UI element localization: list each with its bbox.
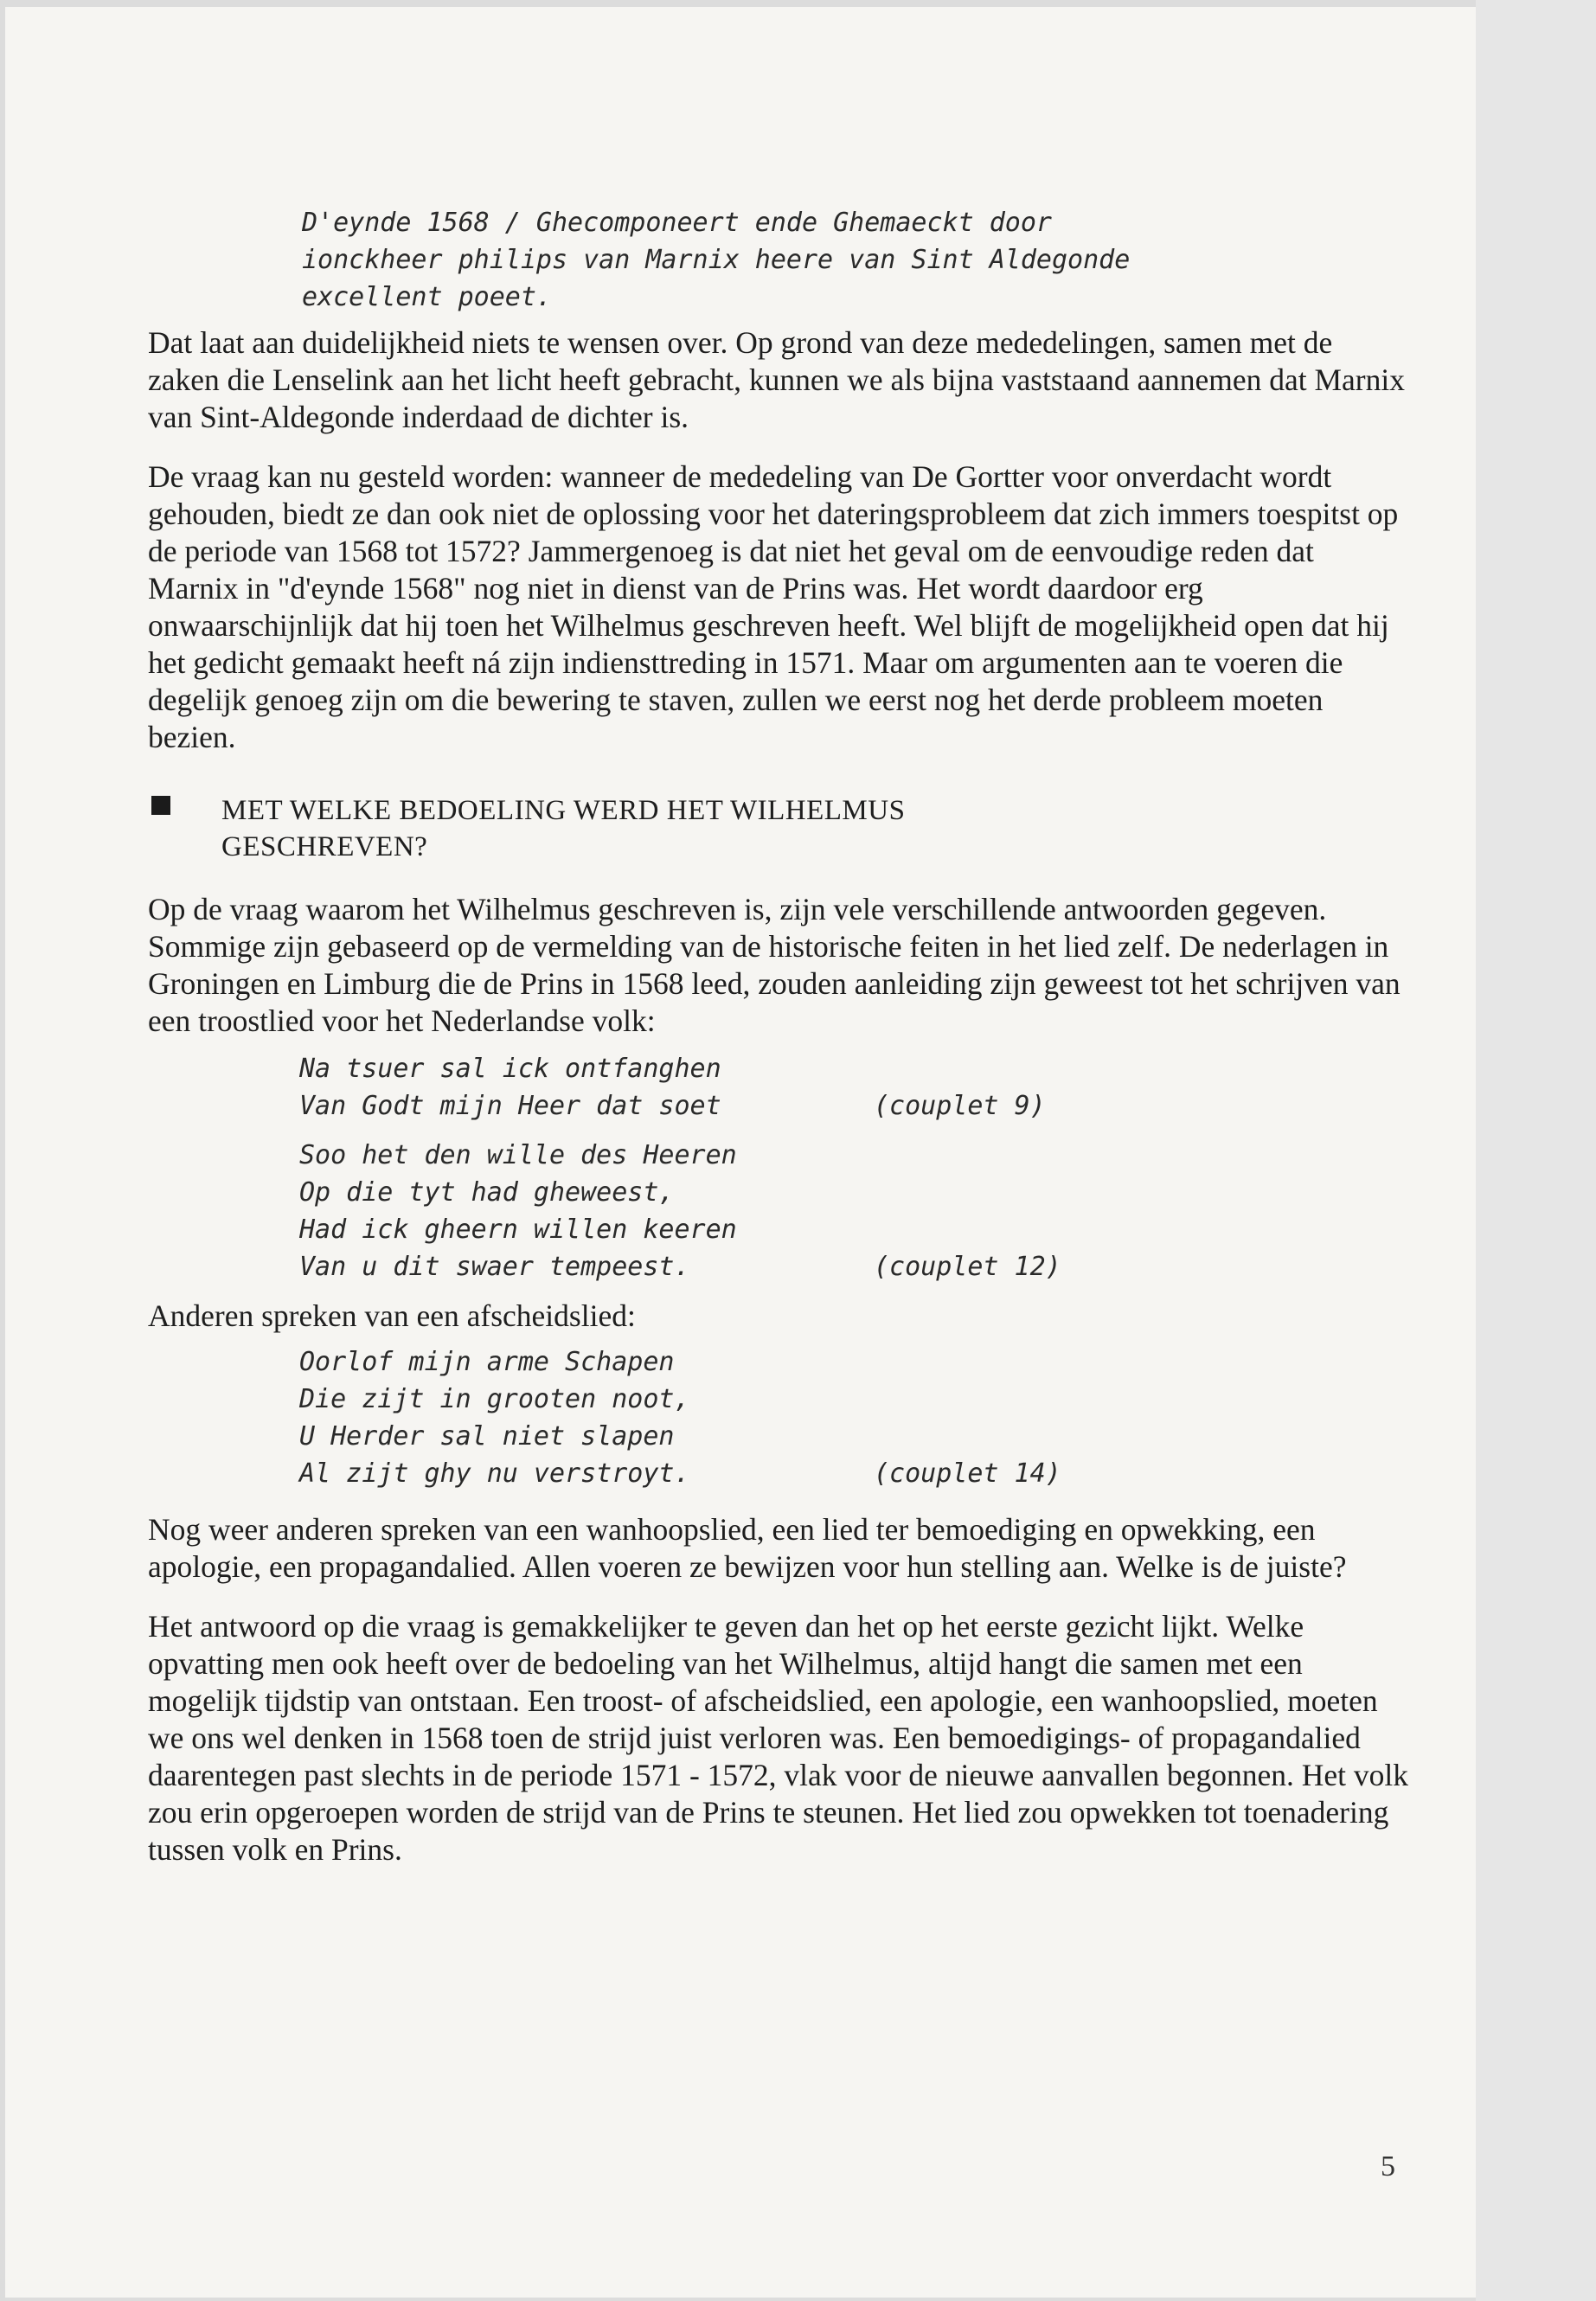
verse-quote	[299, 1343, 1411, 1492]
verse-line: Had ick gheern willen keeren	[299, 1215, 737, 1245]
heading-line: GESCHREVEN?	[221, 831, 428, 862]
verse-line: Op die tyt had gheweest,	[299, 1177, 675, 1208]
intro-line: ionckheer philips van Marnix heere van Sint Aldegonde	[302, 245, 1131, 275]
verse-line: Van Godt mijn Heer dat soet	[299, 1091, 721, 1121]
paragraph: Anderen spreken van een afscheidslied:	[148, 1298, 636, 1333]
paragraph: Op de vraag waarom het Wilhelmus geschreven is, zijn vele verschillende antwoorden gegeven. Sommige zijn gebaseerd op de vermelding van de historische feiten in het lied zelf. De nederlagen in Groningen en Limburg die de Prins in 1568 leed, zouden aanleiding zijn geweest tot het schrijven van een troostlied voor het Nederlandse volk:	[148, 892, 1401, 1038]
verse-line: U Herder sal niet slapen	[299, 1421, 675, 1452]
scan-margin	[1476, 0, 1596, 2301]
intro-line: D'eynde 1568 / Ghecomponeert ende Ghemaeckt door	[302, 208, 1052, 238]
bullet-square-icon	[151, 796, 170, 815]
verse-quote	[299, 1050, 1411, 1285]
paragraph: Het antwoord op die vraag is gemakkelijker te geven dan het op het eerste gezicht lijkt. Welke opvatting men ook heeft over de bedoeling van het Wilhelmus, altijd hangt die samen met een mogelijk tijdstip van ontstaan. Een troost- of afscheidslied, een apologie, een wanhoopslied, moeten we ons wel denken in 1568 toen de strijd juist verloren was. Een bemoedigings- of propagandalied daarentegen past slechts in de periode 1571 - 1572, vlak voor de nieuwe aanvallen begonnen. Het volk zou erin opgeroepen worden de strijd van de Prins te steunen. Het lied zou opwekken tot toenadering tussen volk en Prins.	[148, 1609, 1409, 1867]
couplet-ref: (couplet 14)	[874, 1458, 1061, 1489]
document-page	[5, 7, 1476, 2298]
intro-line: excellent poeet.	[302, 282, 552, 312]
verse-line: Al zijt ghy nu verstroyt.	[299, 1458, 690, 1489]
paragraph: De vraag kan nu gesteld worden: wanneer de mededeling van De Gortter voor onverdacht wordt gehouden, biedt ze dan ook niet de oplossing voor het dateringsprobleem dat zich immers toespitst op de periode van 1568 tot 1572? Jammergenoeg is dat niet het geval om de eenvoudige reden dat Marnix in "d'eynde 1568" nog niet in dienst van de Prins was. Het wordt daardoor erg onwaarschijnlijk dat hij toen het Wilhelmus geschreven heeft. Wel blijft de mogelijkheid open dat hij het gedicht gemaakt heeft ná zijn indiensttreding in 1571. Maar om argumenten aan te voeren die degelijk genoeg zijn om die bewering te staven, zullen we eerst nog het derde probleem moeten bezien.	[148, 459, 1399, 754]
verse-line: Oorlof mijn arme Schapen	[299, 1347, 675, 1377]
section-heading	[148, 792, 1411, 865]
paragraph: Nog weer anderen spreken van een wanhoopslied, een lied ter bemoediging en opwekking, een apologie, een propagandalied. Allen voeren ze bewijzen voor hun stelling aan. Welke is de juiste?	[148, 1512, 1347, 1584]
couplet-ref: (couplet 9)	[874, 1091, 1046, 1121]
stanza	[299, 1050, 1411, 1125]
intro-quote	[302, 204, 1411, 316]
heading-line: MET WELKE BEDOELING WERD HET WILHELMUS	[221, 795, 906, 826]
body-text	[148, 204, 1411, 1891]
verse-line: Die zijt in grooten noot,	[299, 1384, 690, 1414]
couplet-ref: (couplet 12)	[874, 1252, 1061, 1282]
page-number: 5	[1381, 2150, 1395, 2182]
paragraph: Dat laat aan duidelijkheid niets te wensen over. Op grond van deze mededelingen, samen met de zaken die Lenselink aan het licht heeft gebracht, kunnen we als bijna vaststaand aannemen dat Marnix van Sint-Aldegonde inderdaad de dichter is.	[148, 325, 1405, 434]
verse-line: Na tsuer sal ick ontfanghen	[299, 1054, 721, 1084]
stanza	[299, 1137, 1411, 1285]
stanza	[299, 1343, 1411, 1492]
verse-line: Van u dit swaer tempeest.	[299, 1252, 690, 1282]
verse-line: Soo het den wille des Heeren	[299, 1140, 737, 1170]
